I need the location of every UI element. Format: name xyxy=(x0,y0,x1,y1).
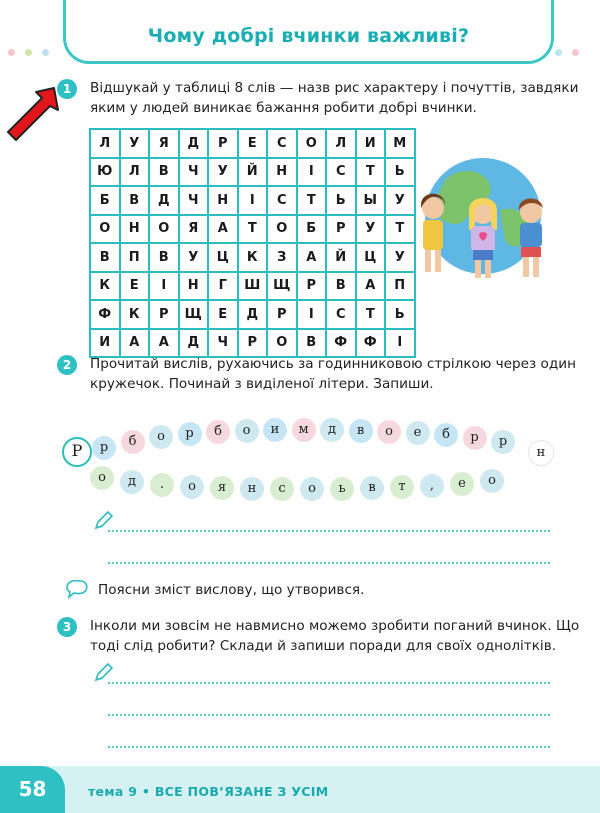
grid-row xyxy=(90,158,415,187)
letter-circle: б xyxy=(121,430,145,454)
grid-cell[interactable]: Ф xyxy=(90,300,120,329)
grid-row xyxy=(90,329,415,358)
grid-cell[interactable]: В xyxy=(120,186,150,215)
pencil-icon xyxy=(92,662,114,684)
grid-cell[interactable]: Д xyxy=(179,129,209,158)
letter-circle: о xyxy=(149,425,173,449)
grid-cell[interactable]: О xyxy=(149,215,179,244)
letter-circle: ь xyxy=(330,477,354,501)
answer-line-5[interactable] xyxy=(108,746,550,748)
letter-circle: с xyxy=(270,477,294,501)
grid-cell[interactable]: О xyxy=(297,129,327,158)
grid-cell[interactable]: Ч xyxy=(208,329,238,358)
grid-cell[interactable]: Л xyxy=(120,158,150,187)
grid-cell[interactable]: І xyxy=(385,329,415,358)
grid-cell[interactable]: У xyxy=(356,215,386,244)
grid-cell[interactable]: Н xyxy=(208,186,238,215)
answer-line-3[interactable] xyxy=(108,682,550,684)
letter-circle: я xyxy=(210,476,234,500)
task3-text: Інколи ми зовсім не навмисно можемо зробити поганий вчинок. Що тоді слід робити? Склади й запиши поради для своїх однолітків. xyxy=(90,618,580,654)
pencil-icon xyxy=(92,510,114,532)
grid-cell[interactable]: Р xyxy=(267,300,297,329)
grid-cell[interactable]: Н xyxy=(120,215,150,244)
answer-line-4[interactable] xyxy=(108,714,550,716)
letter-circle: е xyxy=(406,421,430,445)
grid-cell[interactable]: Д xyxy=(149,186,179,215)
letter-circle: о xyxy=(480,469,504,493)
grid-cell[interactable]: В xyxy=(149,158,179,187)
grid-cell[interactable]: Й xyxy=(238,158,268,187)
letter-circle: , xyxy=(420,474,444,498)
letter-circle: о xyxy=(377,420,401,444)
grid-cell[interactable]: Т xyxy=(356,158,386,187)
grid-row xyxy=(90,186,415,215)
grid-cell[interactable]: Н xyxy=(179,272,209,301)
grid-cell[interactable]: Л xyxy=(326,129,356,158)
grid-cell[interactable]: Ь xyxy=(385,158,415,187)
letter-circle: о xyxy=(180,475,204,499)
grid-cell[interactable]: У xyxy=(208,158,238,187)
grid-cell[interactable]: Г xyxy=(208,272,238,301)
letter-circle: е xyxy=(450,472,474,496)
grid-cell[interactable]: Т xyxy=(238,215,268,244)
grid-cell[interactable]: Й xyxy=(326,243,356,272)
grid-cell[interactable]: Ш xyxy=(238,272,268,301)
grid-cell[interactable]: К xyxy=(90,272,120,301)
grid-cell[interactable]: Ч xyxy=(179,186,209,215)
grid-cell[interactable]: С xyxy=(326,300,356,329)
letter-circle: б xyxy=(206,420,230,444)
grid-cell[interactable]: В xyxy=(326,272,356,301)
start-letter-circle: Р xyxy=(62,437,92,467)
letter-circle: о xyxy=(300,477,324,501)
grid-row xyxy=(90,243,415,272)
grid-cell[interactable]: Ц xyxy=(208,243,238,272)
task2-number: 2 xyxy=(57,355,77,375)
grid-cell[interactable]: Б xyxy=(90,186,120,215)
letter-circle: в xyxy=(360,476,384,500)
letter-circle: и xyxy=(263,418,287,442)
grid-cell[interactable]: Р xyxy=(149,300,179,329)
topic-label: тема 9 • ВСЕ ПОВ’ЯЗАНЕ З УСІМ xyxy=(88,784,329,799)
letter-circle: б xyxy=(434,423,458,447)
letter-circle: р xyxy=(463,426,487,450)
grid-cell[interactable]: З xyxy=(267,243,297,272)
letter-circle: т xyxy=(390,475,414,499)
letter-circle: р xyxy=(178,422,202,446)
grid-cell[interactable]: Ф xyxy=(356,329,386,358)
kids-globe-illustration xyxy=(405,150,555,290)
grid-cell[interactable]: В xyxy=(90,243,120,272)
grid-cell[interactable]: Р xyxy=(297,272,327,301)
grid-cell[interactable]: Ч xyxy=(179,158,209,187)
grid-cell[interactable]: В xyxy=(149,243,179,272)
grid-cell[interactable]: С xyxy=(267,129,297,158)
task1-text: Відшукай у таблиці 8 слів — назв рис характеру і почуттів, завдяки яким у людей виникає бажання робити добрі вчинки. xyxy=(90,80,579,116)
letter-circle: р xyxy=(92,436,116,460)
letter-circle: д xyxy=(320,418,344,442)
grid-cell[interactable]: І xyxy=(238,186,268,215)
grid-cell[interactable]: М xyxy=(385,129,415,158)
title-box xyxy=(63,0,554,64)
page-title: Чому добрі вчинки важливі? xyxy=(147,25,470,47)
letter-circle: . xyxy=(150,473,174,497)
grid-cell[interactable]: Е xyxy=(238,129,268,158)
grid-cell[interactable]: У xyxy=(179,243,209,272)
letter-circle: м xyxy=(292,418,316,442)
grid-cell[interactable]: Д xyxy=(179,329,209,358)
grid-cell[interactable]: Ц xyxy=(356,243,386,272)
letter-circle: о xyxy=(90,466,114,490)
explain-text: Поясни зміст вислову, що утворився. xyxy=(98,582,365,598)
grid-cell[interactable]: Т xyxy=(385,215,415,244)
task2-text: Прочитай вислів, рухаючись за годинниковою стрілкою через один кружечок. Починай з виділеної літери. Запиши. xyxy=(90,356,576,392)
grid-cell[interactable]: К xyxy=(238,243,268,272)
page-number: 58 xyxy=(0,766,65,813)
grid-cell[interactable]: Т xyxy=(297,186,327,215)
grid-cell[interactable]: Ю xyxy=(90,158,120,187)
grid-cell[interactable]: К xyxy=(120,300,150,329)
speech-bubble-icon xyxy=(64,578,90,600)
grid-cell[interactable]: І xyxy=(297,158,327,187)
grid-cell[interactable]: С xyxy=(267,186,297,215)
grid-cell[interactable]: Р xyxy=(208,129,238,158)
grid-cell[interactable]: А xyxy=(120,329,150,358)
grid-cell[interactable]: О xyxy=(90,215,120,244)
grid-row xyxy=(90,215,415,244)
grid-cell[interactable]: О xyxy=(267,329,297,358)
grid-cell[interactable]: Ь xyxy=(326,186,356,215)
grid-cell[interactable]: С xyxy=(326,158,356,187)
grid-cell[interactable]: Ф xyxy=(326,329,356,358)
grid-cell[interactable]: П xyxy=(120,243,150,272)
grid-cell[interactable]: О xyxy=(267,215,297,244)
grid-cell[interactable]: А xyxy=(208,215,238,244)
grid-cell[interactable]: А xyxy=(356,272,386,301)
letter-circle: н xyxy=(240,477,264,501)
grid-cell[interactable]: У xyxy=(120,129,150,158)
task1-number: 1 xyxy=(57,79,77,99)
decor-dots-right xyxy=(555,41,589,47)
grid-cell[interactable]: В xyxy=(297,329,327,358)
grid-cell[interactable]: І xyxy=(149,272,179,301)
grid-row xyxy=(90,129,415,158)
grid-cell[interactable]: Т xyxy=(356,300,386,329)
decor-dots-left xyxy=(8,41,59,47)
grid-cell[interactable]: И xyxy=(90,329,120,358)
grid-cell[interactable]: Р xyxy=(326,215,356,244)
grid-cell[interactable]: Л xyxy=(90,129,120,158)
letter-circle: о xyxy=(235,419,259,443)
grid-cell[interactable]: Е xyxy=(120,272,150,301)
grid-cell[interactable]: А xyxy=(149,329,179,358)
grid-cell[interactable]: Я xyxy=(149,129,179,158)
answer-line-1[interactable] xyxy=(108,530,550,532)
letter-circle: н xyxy=(528,440,554,466)
grid-cell[interactable]: Б xyxy=(297,215,327,244)
grid-cell[interactable]: А xyxy=(297,243,327,272)
grid-cell[interactable]: Д xyxy=(238,300,268,329)
grid-cell[interactable]: Щ xyxy=(267,272,297,301)
grid-cell[interactable]: Н xyxy=(267,158,297,187)
letter-circle: в xyxy=(349,419,373,443)
grid-row xyxy=(90,272,415,301)
grid-cell[interactable]: Ь xyxy=(385,300,415,329)
answer-line-2[interactable] xyxy=(108,562,550,564)
grid-row xyxy=(90,300,415,329)
letter-circle: д xyxy=(120,470,144,494)
word-search-grid xyxy=(89,128,416,358)
grid-cell[interactable]: Р xyxy=(238,329,268,358)
grid-cell[interactable]: У xyxy=(385,186,415,215)
grid-cell[interactable]: Я xyxy=(179,215,209,244)
grid-cell[interactable]: Ы xyxy=(356,186,386,215)
grid-cell[interactable]: И xyxy=(356,129,386,158)
letter-circle: р xyxy=(491,430,515,454)
grid-cell[interactable]: І xyxy=(297,300,327,329)
task3-number: 3 xyxy=(57,617,77,637)
grid-cell[interactable]: У xyxy=(385,243,415,272)
grid-cell[interactable]: Е xyxy=(208,300,238,329)
grid-cell[interactable]: Щ xyxy=(179,300,209,329)
grid-cell[interactable]: П xyxy=(385,272,415,301)
